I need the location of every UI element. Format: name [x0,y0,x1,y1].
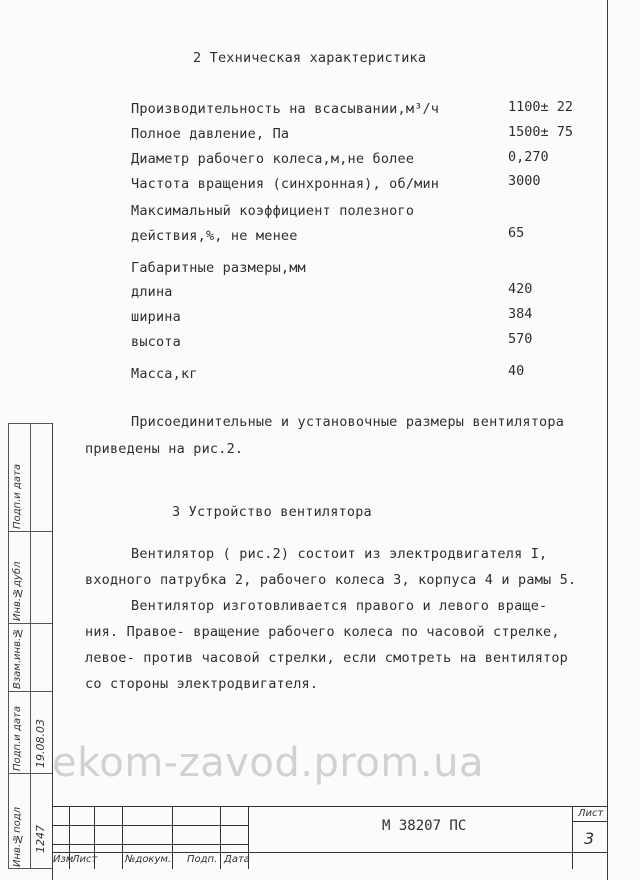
dim-value: 420 [508,281,533,297]
section2-heading: 2 Техническая характеристика [193,50,427,66]
strip-label: Подп.и дата [12,706,23,771]
column-header: Изм [53,854,74,865]
strip-label: Подп.и дата [12,464,23,529]
spec-value: 0,270 [508,149,549,165]
spec-value: 1500± 75 [508,124,574,140]
body-line: левое- против часовой стрелки, если смотреть на вентилятор [85,650,569,666]
approval-side-strip [8,423,52,869]
dims-heading: Габаритные размеры,мм [131,260,306,276]
section3-heading: 3 Устройство вентилятора [172,504,372,520]
spec-label: Полное давление, Па [131,126,290,142]
spec-label: Диаметр рабочего колеса,м,не более [131,151,415,167]
strip-label: Инв.№подл [12,806,23,867]
body-line: входного патрубка 2, рабочего колеса 3, корпуса 4 и рамы 5. [85,572,577,588]
spec-value: 3000 [508,173,541,189]
dim-value: 570 [508,331,533,347]
dim-label: ширина [131,309,181,325]
mass-value: 40 [508,363,525,379]
document-code: М 38207 ПС [382,818,467,834]
note-line2: приведены на рис.2. [85,441,244,457]
column-header: Лист [72,854,98,865]
body-line: Вентилятор ( рис.2) состоит из электродвигателя I, [131,546,548,562]
handwritten-date: 19.08.03 [34,719,47,768]
column-header: Дата [224,854,250,865]
sheet-label: Лист [578,808,604,819]
dim-label: длина [131,284,173,300]
column-header: Подп. [187,854,218,865]
body-line: со стороны электродвигателя. [85,676,319,692]
efficiency-value: 65 [508,225,525,241]
dim-value: 384 [508,306,533,322]
column-header: №докум. [125,854,172,865]
spec-value: 1100± 22 [508,99,574,115]
body-line: Вентилятор изготовливается правого и левого враще- [131,598,548,614]
handwritten-inventory-number: 1247 [34,825,47,853]
efficiency-label-line2: действия,%, не менее [131,228,298,244]
mass-label: Масса,кг [131,366,198,382]
sheet-number: 3 [584,829,595,848]
watermark-text: ekom-zavod.prom.ua [52,740,484,786]
strip-label: Инв.№дубл [12,561,23,621]
efficiency-label-line1: Максимальный коэффициент полезного [131,203,415,219]
title-block [52,795,608,869]
dim-label: высота [131,334,181,350]
body-line: ния. Правое- вращение рабочего колеса по часовой стрелке, [85,624,560,640]
note-line1: Присоединительные и установочные размеры вентилятора [131,414,565,430]
spec-label: Производительность на всасывании,м³/ч [131,101,440,117]
strip-label: Взам.инв.№ [12,626,23,689]
spec-label: Частота вращения (синхронная), об/мин [131,176,440,192]
